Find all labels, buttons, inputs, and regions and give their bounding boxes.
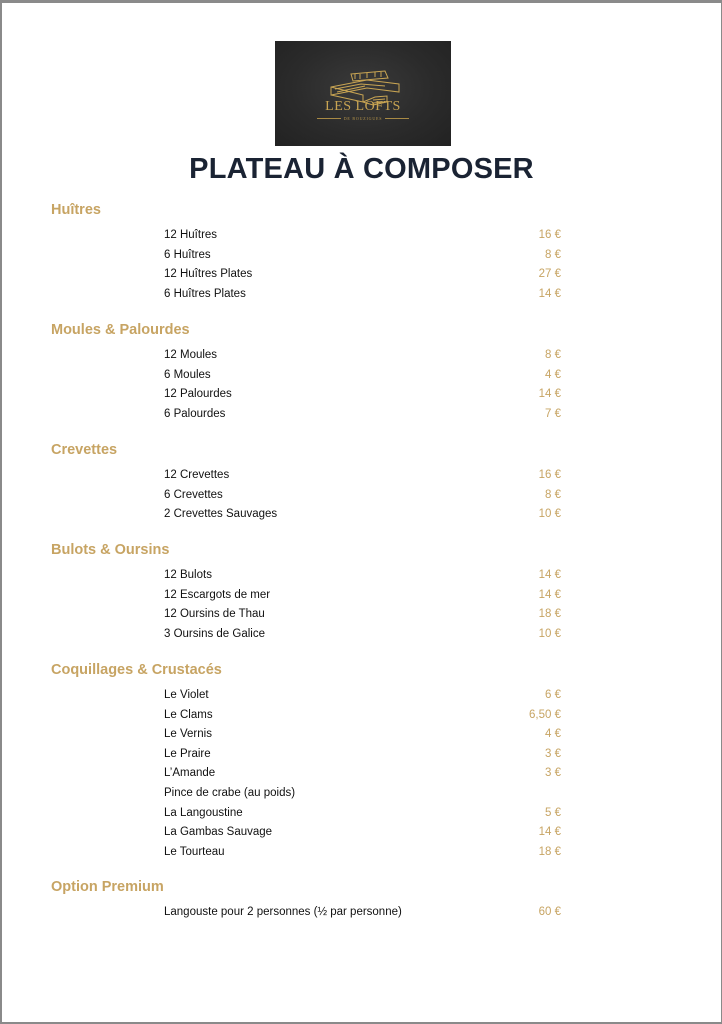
section-title: Crevettes (51, 442, 118, 458)
menu-item-price: 4 € (545, 368, 561, 381)
menu-item-name: 6 Crevettes (164, 488, 223, 501)
menu-item-price: 60 € (538, 906, 561, 918)
section-title: Bulots & Oursins (51, 542, 170, 558)
menu-item-price: 27 € (538, 268, 561, 281)
logo-subtitle-text: DE BOUZIGUES (343, 116, 383, 121)
menu-item-name: 6 Huîtres (164, 248, 211, 261)
menu-item-price: 8 € (545, 488, 561, 501)
menu-item-name: Le Violet (164, 689, 209, 701)
logo (275, 41, 451, 146)
menu-item-price: 14 € (538, 826, 561, 839)
menu-item-name: Le Vernis (164, 728, 212, 741)
menu-item-name: Pince de crabe (au poids) (164, 787, 296, 799)
logo-divider-right (385, 118, 409, 119)
menu-item-name: 2 Crevettes Sauvages (164, 508, 278, 521)
section-title: Huîtres (51, 202, 101, 218)
menu-item-price: 7 € (545, 407, 561, 420)
menu-item-name: 12 Huîtres Plates (164, 268, 253, 281)
section-title: Option Premium (51, 879, 164, 895)
menu-item-price: 18 € (538, 608, 561, 621)
menu-item-name: Le Clams (164, 708, 213, 721)
menu-item-name: 12 Huîtres (164, 229, 218, 241)
menu-item-name: 12 Escargots de mer (164, 588, 271, 601)
menu-item-price: 6,50 € (529, 708, 561, 721)
menu-item-price: 14 € (538, 588, 561, 601)
menu-item-name: Langouste pour 2 personnes (½ par personne) (164, 906, 402, 918)
menu-item-name: 6 Palourdes (164, 407, 226, 420)
menu-item-name: La Gambas Sauvage (164, 826, 273, 839)
menu-item-price: 14 € (538, 388, 561, 401)
menu-item-name: Le Praire (164, 747, 211, 760)
menu-item-name: 12 Palourdes (164, 388, 232, 401)
menu-item-price: 14 € (538, 569, 561, 581)
menu-item-name: 12 Bulots (164, 569, 212, 581)
menu-item-price: 16 € (538, 229, 561, 241)
menu-item-price: 6 € (545, 689, 561, 701)
menu-item-price: 3 € (545, 747, 561, 760)
menu-item-name: L’Amande (164, 767, 216, 780)
menu-item-price: 14 € (538, 287, 561, 300)
section-title: Moules & Palourdes (51, 322, 190, 338)
menu-item-name: 6 Huîtres Plates (164, 287, 246, 300)
menu-item-name: 12 Crevettes (164, 469, 230, 481)
logo-brand-text: LES LOFTS (325, 99, 401, 114)
menu-page (2, 3, 721, 1022)
menu-item-price: 3 € (545, 767, 561, 780)
menu-item-name: Le Tourteau (164, 845, 225, 858)
menu-item-price: 8 € (545, 349, 561, 361)
menu-item-price: 10 € (538, 627, 561, 640)
building-logo-icon (275, 41, 451, 146)
menu-item-price: 8 € (545, 248, 561, 261)
menu-item-name: La Langoustine (164, 806, 243, 819)
menu-item-price: 4 € (545, 728, 561, 741)
page-title: PLATEAU À COMPOSER (189, 153, 534, 185)
section-title: Coquillages & Crustacés (51, 662, 222, 678)
menu-item-price: 10 € (538, 508, 561, 521)
menu-item-name: 12 Moules (164, 349, 218, 361)
menu-item-price: 5 € (545, 806, 561, 819)
menu-item-name: 3 Oursins de Galice (164, 627, 265, 640)
menu-item-name: 6 Moules (164, 368, 211, 381)
menu-item-name: 12 Oursins de Thau (164, 608, 265, 621)
menu-item-price: 18 € (538, 845, 561, 858)
menu-item-price: 16 € (538, 469, 561, 481)
